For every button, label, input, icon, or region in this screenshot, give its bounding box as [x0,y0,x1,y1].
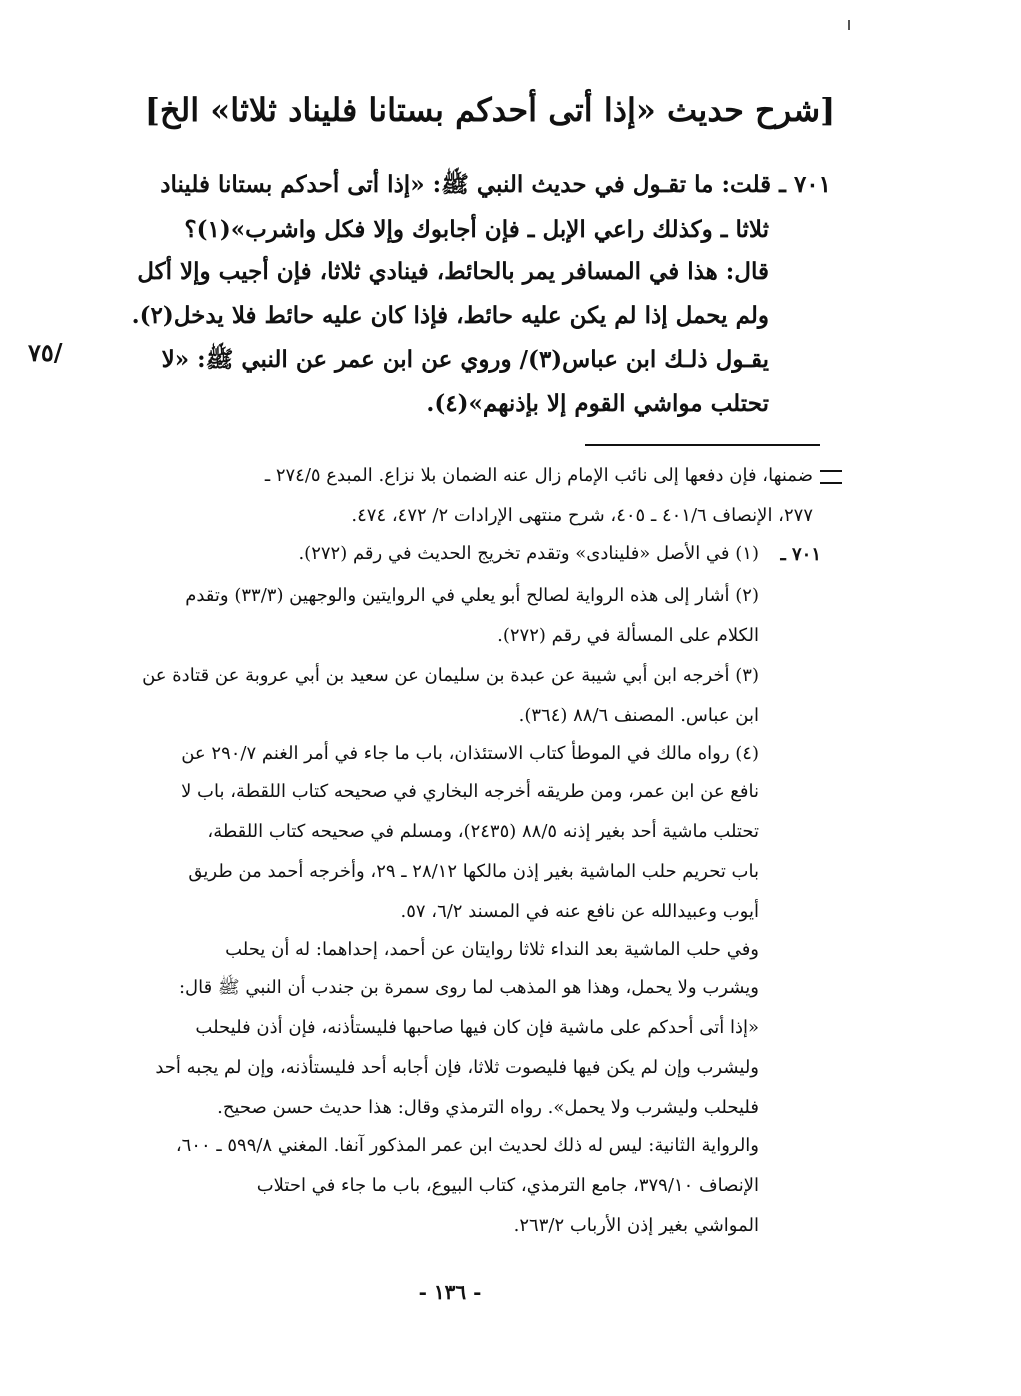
footnote-line: (١) في الأصل «فلينادى» وتقدم تخريج الحديث في رقم (٢٧٢). [298,543,759,564]
page-number: - ١٣٦ - [418,1280,482,1304]
footnote-separator [585,444,820,446]
footnote-continued-line: ضمنها، فإن دفعها إلى نائب الإمام زال عنه الضمان بلا نزاع. المبدع ٢٧٤/٥ ـ [264,465,813,486]
footnote-line: أيوب وعبيدالله عن نافع عنه في المسند ٦/٢، ٥٧. [400,901,759,922]
main-text-line: يقـول ذلـك ابن عباس(٣)/ وروي عن ابن عمر عن النبي ﷺ: «لا [161,346,769,373]
footnote-line: تحتلب ماشية أحد بغير إذنه ٨٨/٥ (٢٤٣٥)، ومسلم في صحيحه كتاب اللقطة، [207,821,759,842]
main-text-line: تحتلب مواشي القوم إلا بإذنهم»(٤). [426,390,769,417]
margin-folio-note: ٧٥/ [28,338,63,367]
footnote-line: «إذا أتى أحدكم على ماشية فإن كان فيها صاحبها فليستأذنه، فإن أذن فليحلب [195,1017,759,1038]
main-text-line: ٧٠١ ـ قلت: ما تقـول في حديث النبي ﷺ: «إذا أتى أحدكم بستانا فليناد [160,171,831,198]
footnote-line: باب تحريم حلب الماشية بغير إذن مالكها ٢٨/١٢ ـ ٢٩، وأخرجه أحمد من طريق [188,861,759,882]
footnote-line: ويشرب ولا يحمل، وهذا هو المذهب لما روى سمرة بن جندب أن النبي ﷺ قال: [178,977,759,998]
footnote-line: (٣) أخرجه ابن أبي شيبة عن عبدة بن سليمان عن سعيد بن أبي عروبة عن قتادة عن [142,665,759,686]
main-text-line: قال: هذا في المسافر يمر بالحائط، فينادي ثلاثا، فإن أجيب وإلا أكل [137,258,769,285]
footnote-line: الكلام على المسألة في رقم (٢٧٢). [497,625,759,646]
footnote-line: ابن عباس. المصنف ٨٨/٦ (٣٦٤). [518,705,759,726]
footnote-line: وفي حلب الماشية بعد النداء ثلاثا روايتان عن أحمد، إحداهما: له أن يحلب [225,939,759,960]
footnote-continued-line: ٢٧٧، الإنصاف ٤٠١/٦ ـ ٤٠٥، شرح منتهى الإرادات ٢/ ٤٧٢، ٤٧٤. [351,505,813,526]
footnote-line: الإنصاف ٣٧٩/١٠، جامع الترمذي، كتاب البيوع، باب ما جاء في احتلاب [256,1175,759,1196]
continuation-mark [820,470,842,484]
section-title: [شرح حديث «إذا أتى أحدكم بستانا فليناد ثلاثا» الخ] [144,91,836,129]
footnote-line: المواشي بغير إذن الأرباب ٢٦٣/٢. [513,1215,759,1236]
footnote-line: وليشرب وإن لم يكن فيها فليصوت ثلاثا، فإن أجابه أحد فليستأذنه، وإن لم يجبه أحد [155,1057,759,1078]
scan-mark [848,20,850,30]
footnote-line: (٢) أشار إلى هذه الرواية لصالح أبو يعلي في الروايتين والوجهين (٣٣/٣) وتقدم [185,585,759,606]
main-text-line: ثلاثا ـ وكذلك راعي الإبل ـ فإن أجابوك وإلا فكل واشرب»(١)؟ [184,216,769,243]
main-text-line: ولم يحمل إذا لم يكن عليه حائط، فإذا كان عليه حائط فلا يدخل(٢). [131,302,769,329]
footnote-line: فليحلب وليشرب ولا يحمل». رواه الترمذي وقال: هذا حديث حسن صحيح. [217,1097,759,1118]
footnote-line: والرواية الثانية: ليس له ذلك لحديث ابن عمر المذكور آنفا. المغني ٥٩٩/٨ ـ ٦٠٠، [175,1135,759,1156]
footnote-line: نافع عن ابن عمر، ومن طريقه أخرجه البخاري في صحيحه كتاب اللقطة، باب لا [181,781,759,802]
footnote-line: (٤) رواه مالك في الموطأ كتاب الاستئذان، باب ما جاء في أمر الغنم ٢٩٠/٧ عن [181,743,759,764]
footnote-entry-ref: ٧٠١ ـ [780,544,821,565]
